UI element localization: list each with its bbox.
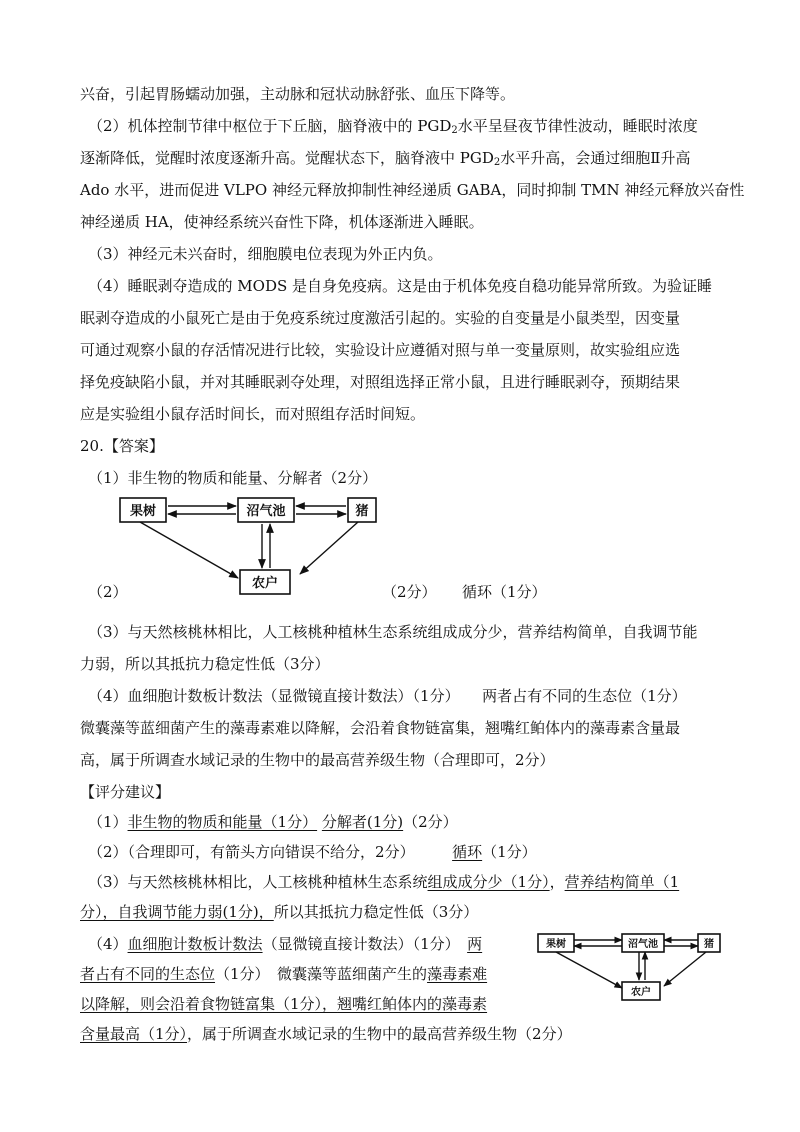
underlined-text: 含量最高（1分） xyxy=(80,1025,188,1043)
q19-line-3 xyxy=(80,148,740,173)
text: 微囊藻等蓝细菌产生的藻毒素难以降解，会沿着食物链富集，翘嘴红鲌体内的藻毒素含量最 xyxy=(80,719,681,737)
q19-line-1 xyxy=(80,84,740,104)
text: 力弱，所以其抵抗力稳定性低（3分） xyxy=(80,655,330,673)
underlined-text: 分解者(1分) xyxy=(321,813,404,831)
underlined-text: 血细胞计数板计数法 xyxy=(127,935,263,953)
text: Ado 水平，进而促进 VLPO 神经元释放抑制性神经递质 GABA，同时抑制 TMN 神经元释放兴奋性 xyxy=(80,181,745,199)
text: 水平呈昼夜节律性波动，睡眠时浓度 xyxy=(457,117,698,135)
text: 【评分建议】 xyxy=(80,783,171,801)
q19-line-5 xyxy=(80,212,740,232)
q20-answer-3-line-1 xyxy=(88,622,748,642)
energy-flow-diagram xyxy=(110,494,390,606)
text: （1分） xyxy=(482,843,537,861)
text: 应是实验组小鼠存活时间长，而对照组存活时间短。 xyxy=(80,405,426,423)
q19-line-11 xyxy=(80,404,740,424)
text: （4）血细胞计数板计数法（显微镜直接计数法）（1分） 两者占有不同的生态位（1分） xyxy=(88,687,687,705)
edge-pig-to-farmer xyxy=(300,522,358,574)
text: （2） xyxy=(88,583,128,601)
underlined-text: 以降解，则会沿着食物链富集（1分）， xyxy=(80,995,338,1013)
text: 20.【答案】 xyxy=(80,437,164,455)
text: （显微镜直接计数法）（1分） xyxy=(262,935,453,953)
underlined-text: 者占有不同的生态位 xyxy=(80,965,216,983)
q20-answer-4-line-2 xyxy=(80,718,740,738)
small-node-farmer-label: 农户 xyxy=(631,987,651,998)
node-biogas-pool-label: 沼气池 xyxy=(246,504,286,519)
node-fruit-tree-label: 果树 xyxy=(129,504,157,519)
node-pig-label: 猪 xyxy=(355,504,369,519)
scoring-3-line-2 xyxy=(80,902,740,922)
text: （2）机体控制节律中枢位于下丘脑，脑脊液中的 PGD xyxy=(88,117,452,135)
scoring-3-line-1 xyxy=(88,872,748,892)
text: （2分） xyxy=(382,583,437,601)
text: 高，属于所调查水域记录的生物中的最高营养级生物（合理即可，2分） xyxy=(80,751,555,769)
q20-answer-2-label xyxy=(88,582,128,602)
edge-tree-to-farmer xyxy=(140,522,238,578)
scoring-4-line-2 xyxy=(80,964,540,984)
subscript: 2 xyxy=(493,157,501,168)
text: （4）睡眠剥夺造成的 MODS 是自身免疫病。这是由于机体免疫自稳功能异常所致。为验证睡 xyxy=(88,277,713,295)
scoring-heading xyxy=(80,782,740,802)
underlined-text: 营养结构简单（1 xyxy=(564,873,680,891)
text: 所以其抵抗力稳定性低（3分） xyxy=(273,903,479,921)
q19-line-7 xyxy=(88,276,748,296)
text: （3）与天然核桃林相比，人工核桃种植林生态系统组成成分少，营养结构简单，自我调节能 xyxy=(88,623,698,641)
text: （2分） xyxy=(403,813,458,831)
text: 神经递质 HA，使神经系统兴奋性下降，机体逐渐进入睡眠。 xyxy=(80,213,484,231)
text: 择免疫缺陷小鼠，并对其睡眠剥夺处理，对照组选择正常小鼠，且进行睡眠剥夺，预期结果 xyxy=(80,373,681,391)
text: ，属于所调查水域记录的生物中的最高营养级生物（2分） xyxy=(187,1025,572,1043)
small-edge-pig-to-farmer xyxy=(664,952,706,986)
q20-answer-4-line-3 xyxy=(80,750,740,770)
subscript: 2 xyxy=(451,125,458,136)
q19-line-4 xyxy=(80,180,745,200)
underlined-text: 藻毒素难 xyxy=(427,965,488,983)
energy-flow-diagram-small xyxy=(536,930,724,1006)
scoring-4-line-3 xyxy=(80,994,540,1014)
small-node-pig-label: 猪 xyxy=(704,939,714,950)
q19-line-10 xyxy=(80,372,740,392)
text: （1）非生物的物质和能量、分解者（2分） xyxy=(88,469,378,487)
text: （1分） 微囊藻等蓝细菌产生的 xyxy=(215,965,428,983)
q20-answer-2-score xyxy=(382,582,452,602)
text: （2）（合理即可，有箭头方向错误不给分，2分） xyxy=(88,843,408,861)
text: 可通过观察小鼠的存活情况进行比较，实验设计应遵循对照与单一变量原则，故实验组应选 xyxy=(80,341,681,359)
underlined-text: 组成成分少（1分） xyxy=(427,873,550,891)
underlined-text: 翘嘴红鲌体内的藻毒素 xyxy=(337,995,488,1013)
text: （4） xyxy=(88,935,128,953)
text: 循环（1分） xyxy=(462,583,547,601)
text: 兴奋，引起胃肠蠕动加强，主动脉和冠状动脉舒张、血压下降等。 xyxy=(80,85,516,103)
q19-line-6 xyxy=(88,244,748,264)
q19-line-9 xyxy=(80,340,740,360)
text: 眠剥夺造成的小鼠死亡是由于免疫系统过度激活引起的。实验的自变量是小鼠类型，因变量 xyxy=(80,309,681,327)
q19-line-8 xyxy=(80,308,740,328)
q20-answer-3-line-2 xyxy=(80,654,740,674)
small-node-fruit-tree-label: 果树 xyxy=(546,939,566,950)
scoring-4-line-1 xyxy=(88,934,528,954)
q19-line-2 xyxy=(88,116,748,141)
text: （3）与天然核桃林相比，人工核桃种植林生态系统 xyxy=(88,873,428,891)
underlined-text: 非生物的物质和能量（1分） xyxy=(127,813,318,831)
small-edge-tree-to-farmer xyxy=(556,952,622,988)
q20-answer-2-cycle xyxy=(462,582,582,602)
underlined-text: 两 xyxy=(467,935,483,953)
q20-answer-4-line-1 xyxy=(88,686,748,706)
underlined-text: 循环 xyxy=(452,843,483,861)
q20-answer-1 xyxy=(88,468,748,488)
scoring-1 xyxy=(88,812,748,832)
small-node-biogas-pool-label: 沼气池 xyxy=(628,939,658,950)
node-farmer-label: 农户 xyxy=(251,576,279,591)
text: （1） xyxy=(88,813,128,831)
text: 水平升高，会通过细胞Ⅱ升高 xyxy=(500,149,691,167)
scoring-4-line-4 xyxy=(80,1024,740,1044)
text: ， xyxy=(549,873,565,891)
q20-heading xyxy=(80,436,740,456)
underlined-text: 分），自我调节能力弱(1分)， xyxy=(80,903,274,921)
scoring-2 xyxy=(88,842,748,862)
text: 逐渐降低，觉醒时浓度逐渐升高。觉醒状态下，脑脊液中 PGD xyxy=(80,149,494,167)
text: （3）神经元未兴奋时，细胞膜电位表现为外正内负。 xyxy=(88,245,443,263)
